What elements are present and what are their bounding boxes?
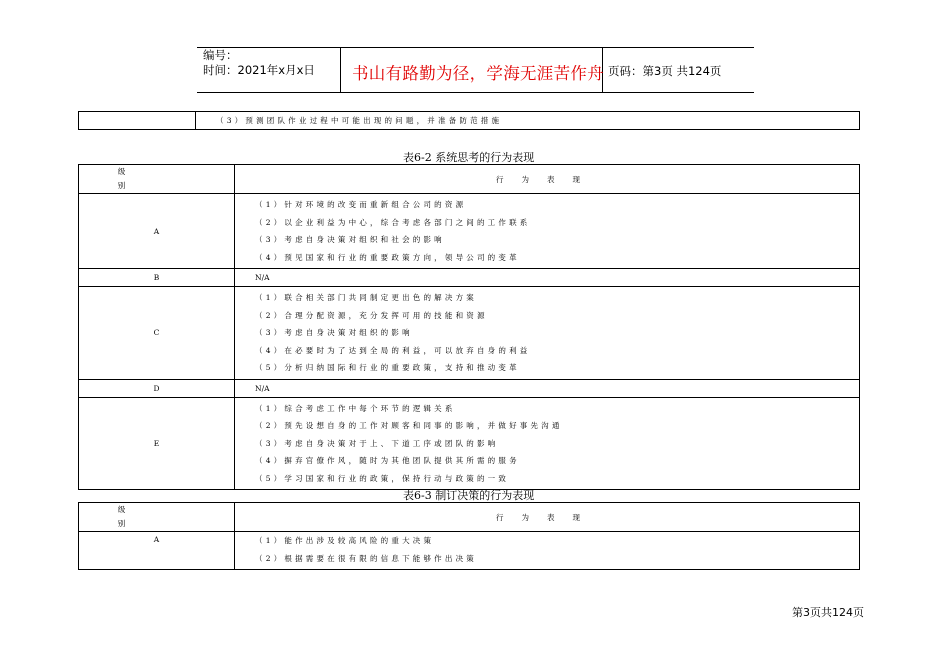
level-cell: C bbox=[79, 287, 235, 380]
behavior-item: （3）考虑自身决策对于上、下道工序或团队的影响 bbox=[255, 438, 499, 448]
header-behavior-cell bbox=[235, 503, 860, 532]
behavior-item: （1）综合考虑工作中每个环节的逻辑关系 bbox=[255, 403, 456, 413]
level-cell: A bbox=[79, 532, 235, 570]
level-cell: E bbox=[79, 397, 235, 490]
previous-table-fragment bbox=[78, 111, 860, 130]
header-behavior-label: 行为表现 bbox=[496, 174, 598, 184]
header-divider-left bbox=[340, 47, 341, 93]
header-motto: 书山有路勤为径，学海无涯苦作舟 bbox=[352, 64, 604, 83]
behavior-item: （3）考虑自身决策对组织和社会的影响 bbox=[255, 235, 445, 244]
table3-caption: 表6-3 制订决策的行为表现 bbox=[403, 489, 535, 502]
behavior-item: （4）在必要时为了达到全局的利益，可以放弃自身的利益 bbox=[255, 345, 531, 355]
header-page-label: 页码：第3页 共124页 bbox=[608, 64, 722, 78]
header-level-label: 级 别 bbox=[117, 505, 273, 528]
table-row bbox=[79, 379, 860, 397]
header-behavior-cell bbox=[235, 165, 860, 194]
table-row bbox=[79, 269, 860, 287]
table2-caption: 表6-2 系统思考的行为表现 bbox=[403, 151, 535, 164]
table-row bbox=[79, 397, 860, 490]
behavior-item: （2）根据需要在很有限的信息下能够作出决策 bbox=[255, 553, 477, 563]
behavior-item: （3）预测团队作业过程中可能出现的问题，并准备防范措施 bbox=[216, 116, 503, 125]
time-label: 时间：2021年x月x日 bbox=[203, 63, 315, 77]
table-row bbox=[79, 194, 860, 269]
behavior-item: （1）能作出涉及较高风险的重大决策 bbox=[255, 536, 435, 545]
fragment-level-cell bbox=[79, 112, 196, 130]
behavior-item: （5）分析归纳国际和行业的重要政策，支持和推动变革 bbox=[255, 363, 520, 372]
table-row bbox=[79, 532, 860, 570]
header-level-cell bbox=[79, 165, 273, 194]
behavior-item: （5）学习国家和行业的政策，保持行动与政策的一致 bbox=[255, 473, 510, 483]
behavior-item: N/A bbox=[255, 273, 270, 282]
behavior-item: （2）以企业利益为中心，综合考虑各部门之间的工作联系 bbox=[255, 217, 531, 227]
behavior-item: （4）摒弃官僚作风，随时为其他团队提供其所需的服务 bbox=[255, 456, 520, 465]
behavior-cell bbox=[235, 532, 860, 570]
behavior-item: N/A bbox=[255, 383, 270, 393]
behavior-cell bbox=[235, 379, 860, 397]
table-system-thinking bbox=[78, 164, 860, 490]
header-behavior-label: 行为表现 bbox=[496, 512, 598, 522]
behavior-cell bbox=[235, 397, 860, 490]
code-label: 编号： bbox=[203, 48, 238, 62]
table-decision-making bbox=[78, 502, 860, 570]
table-header-row bbox=[79, 165, 860, 194]
behavior-cell bbox=[235, 194, 860, 269]
table-row bbox=[79, 287, 860, 380]
header-level-label: 级 别 bbox=[117, 167, 273, 190]
level-cell: B bbox=[79, 269, 235, 287]
behavior-cell bbox=[235, 287, 860, 380]
fragment-behavior-cell bbox=[196, 112, 860, 130]
behavior-item: （1）联合相关部门共同制定更出色的解决方案 bbox=[255, 293, 477, 302]
behavior-item: （3）考虑自身决策对组织的影响 bbox=[255, 328, 413, 337]
behavior-cell bbox=[235, 269, 860, 287]
behavior-item: （4）预见国家和行业的重要政策方向，领导公司的变革 bbox=[255, 252, 520, 262]
behavior-item: （2）合理分配资源，充分发挥可用的技能和资源 bbox=[255, 310, 488, 320]
header-level-cell bbox=[79, 503, 273, 532]
level-cell: D bbox=[79, 379, 235, 397]
header-meta bbox=[203, 48, 315, 78]
table-header-row bbox=[79, 503, 860, 532]
level-cell: A bbox=[79, 194, 235, 269]
header-bottom-rule bbox=[197, 92, 754, 93]
behavior-item: （2）预先设想自身的工作对顾客和同事的影响，并做好事先沟通 bbox=[255, 421, 563, 430]
behavior-item: （1）针对环境的改变而重新组合公司的资源 bbox=[255, 200, 467, 209]
page-footer: 第3页共124页 bbox=[792, 606, 864, 619]
